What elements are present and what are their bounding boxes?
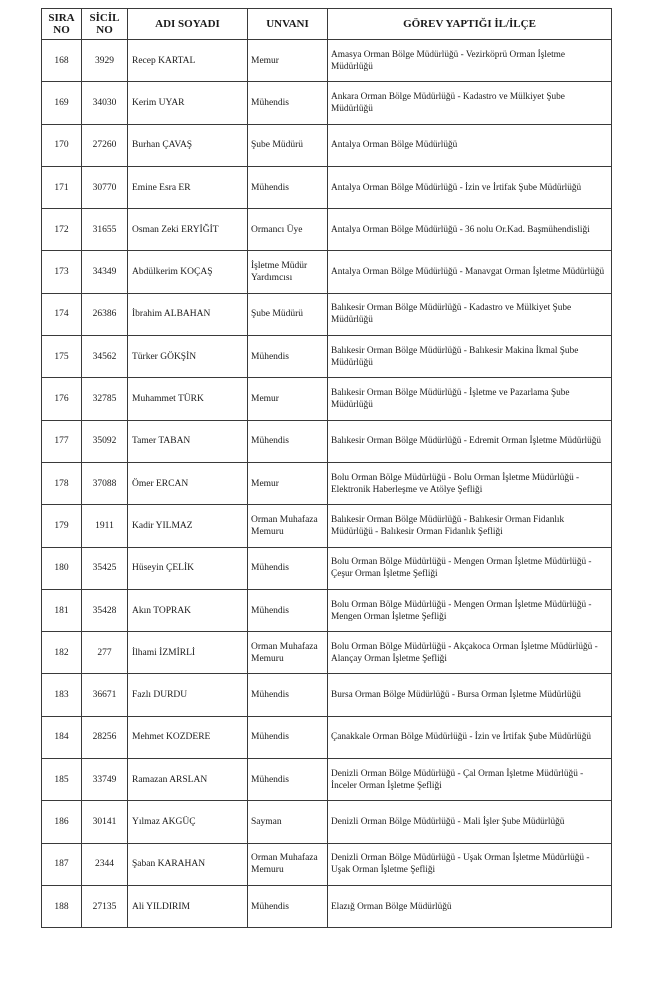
table-row (42, 843, 612, 885)
row-sicil-no: 1911 (82, 505, 128, 547)
header-sira-no (42, 9, 82, 40)
row-sira-no: 168 (42, 40, 82, 82)
row-sira-no: 186 (42, 801, 82, 843)
table-row (42, 505, 612, 547)
table-row (42, 336, 612, 378)
row-sicil-no: 30770 (82, 166, 128, 208)
row-full-name: Fazlı DURDU (128, 674, 248, 716)
row-sira-no: 180 (42, 547, 82, 589)
table-header-row (42, 9, 612, 40)
row-sira-no: 173 (42, 251, 82, 293)
row-title: Memur (248, 462, 328, 504)
row-sira-no: 179 (42, 505, 82, 547)
row-full-name: İbrahim ALBAHAN (128, 293, 248, 335)
personnel-table (41, 8, 612, 928)
row-duty-location: Çanakkale Orman Bölge Müdürlüğü - İzin ve İrtifak Şube Müdürlüğü (328, 716, 612, 758)
table-row (42, 462, 612, 504)
row-full-name: Osman Zeki ERYİĞİT (128, 209, 248, 251)
table-row (42, 251, 612, 293)
row-full-name: Recep KARTAL (128, 40, 248, 82)
row-sicil-no: 277 (82, 632, 128, 674)
header-sicil-no (82, 9, 128, 40)
table-row (42, 716, 612, 758)
row-duty-location: Bolu Orman Bölge Müdürlüğü - Bolu Orman İşletme Müdürlüğü - Elektronik Haberleşme ve Atölye Şefliği (328, 462, 612, 504)
row-title: Mühendis (248, 759, 328, 801)
row-sira-no: 170 (42, 124, 82, 166)
table-body (42, 40, 612, 928)
row-sicil-no: 31655 (82, 209, 128, 251)
row-full-name: Hüseyin ÇELİK (128, 547, 248, 589)
row-sicil-no: 32785 (82, 378, 128, 420)
row-sicil-no: 35428 (82, 589, 128, 631)
row-sira-no: 185 (42, 759, 82, 801)
row-sicil-no: 36671 (82, 674, 128, 716)
row-full-name: Ali YILDIRIM (128, 885, 248, 927)
row-title: Orman Muhafaza Memuru (248, 632, 328, 674)
row-full-name: Kadir YILMAZ (128, 505, 248, 547)
row-duty-location: Bolu Orman Bölge Müdürlüğü - Mengen Orman İşletme Müdürlüğü - Mengen Orman İşletme Şefliği (328, 589, 612, 631)
row-sira-no: 169 (42, 82, 82, 124)
row-sicil-no: 34562 (82, 336, 128, 378)
table-row (42, 547, 612, 589)
table-row (42, 378, 612, 420)
row-duty-location: Balıkesir Orman Bölge Müdürlüğü - İşletme ve Pazarlama Şube Müdürlüğü (328, 378, 612, 420)
row-title: Mühendis (248, 82, 328, 124)
row-full-name: Abdülkerim KOÇAŞ (128, 251, 248, 293)
row-sira-no: 187 (42, 843, 82, 885)
row-duty-location: Amasya Orman Bölge Müdürlüğü - Vezirköprü Orman İşletme Müdürlüğü (328, 40, 612, 82)
row-sira-no: 174 (42, 293, 82, 335)
table-row (42, 209, 612, 251)
row-duty-location: Antalya Orman Bölge Müdürlüğü - Manavgat Orman İşletme Müdürlüğü (328, 251, 612, 293)
row-title: Mühendis (248, 420, 328, 462)
row-title: Mühendis (248, 166, 328, 208)
row-title: Mühendis (248, 547, 328, 589)
row-title: Mühendis (248, 589, 328, 631)
row-duty-location: Antalya Orman Bölge Müdürlüğü (328, 124, 612, 166)
table-row (42, 801, 612, 843)
row-title: Sayman (248, 801, 328, 843)
row-sira-no: 181 (42, 589, 82, 631)
row-full-name: Ramazan ARSLAN (128, 759, 248, 801)
row-sicil-no: 2344 (82, 843, 128, 885)
row-title: Mühendis (248, 885, 328, 927)
row-duty-location: Bursa Orman Bölge Müdürlüğü - Bursa Orman İşletme Müdürlüğü (328, 674, 612, 716)
row-sicil-no: 28256 (82, 716, 128, 758)
row-sira-no: 177 (42, 420, 82, 462)
row-full-name: Yılmaz AKGÜÇ (128, 801, 248, 843)
row-sira-no: 182 (42, 632, 82, 674)
row-title: İşletme Müdür Yardımcısı (248, 251, 328, 293)
row-duty-location: Bolu Orman Bölge Müdürlüğü - Akçakoca Orman İşletme Müdürlüğü - Alançay Orman İşletme Şefliği (328, 632, 612, 674)
row-duty-location: Ankara Orman Bölge Müdürlüğü - Kadastro ve Mülkiyet Şube Müdürlüğü (328, 82, 612, 124)
row-sicil-no: 34030 (82, 82, 128, 124)
row-full-name: Mehmet KOZDERE (128, 716, 248, 758)
row-sira-no: 188 (42, 885, 82, 927)
row-sira-no: 183 (42, 674, 82, 716)
row-sicil-no: 35425 (82, 547, 128, 589)
row-sicil-no: 35092 (82, 420, 128, 462)
row-duty-location: Balıkesir Orman Bölge Müdürlüğü - Edremit Orman İşletme Müdürlüğü (328, 420, 612, 462)
header-name: ADI SOYADI (128, 9, 248, 40)
row-title: Orman Muhafaza Memuru (248, 505, 328, 547)
row-duty-location: Antalya Orman Bölge Müdürlüğü - İzin ve İrtifak Şube Müdürlüğü (328, 166, 612, 208)
table-row (42, 166, 612, 208)
table-row (42, 759, 612, 801)
row-title: Mühendis (248, 716, 328, 758)
row-duty-location: Denizli Orman Bölge Müdürlüğü - Mali İşler Şube Müdürlüğü (328, 801, 612, 843)
row-full-name: Akın TOPRAK (128, 589, 248, 631)
header-sira-no-line2: NO (53, 24, 70, 36)
row-sira-no: 184 (42, 716, 82, 758)
table-row (42, 885, 612, 927)
row-full-name: İlhami İZMİRLİ (128, 632, 248, 674)
header-duty-location: GÖREV YAPTIĞI İL/İLÇE (328, 9, 612, 40)
row-full-name: Burhan ÇAVAŞ (128, 124, 248, 166)
row-title: Ormancı Üye (248, 209, 328, 251)
row-duty-location: Balıkesir Orman Bölge Müdürlüğü - Kadastro ve Mülkiyet Şube Müdürlüğü (328, 293, 612, 335)
row-full-name: Tamer TABAN (128, 420, 248, 462)
row-title: Şube Müdürü (248, 124, 328, 166)
row-duty-location: Denizli Orman Bölge Müdürlüğü - Çal Orman İşletme Müdürlüğü - İnceler Orman İşletme Şefliği (328, 759, 612, 801)
row-sicil-no: 26386 (82, 293, 128, 335)
table-row (42, 293, 612, 335)
row-sicil-no: 33749 (82, 759, 128, 801)
row-title: Şube Müdürü (248, 293, 328, 335)
row-sira-no: 178 (42, 462, 82, 504)
row-full-name: Emine Esra ER (128, 166, 248, 208)
table-row (42, 589, 612, 631)
row-duty-location: Elazığ Orman Bölge Müdürlüğü (328, 885, 612, 927)
row-sira-no: 175 (42, 336, 82, 378)
row-sicil-no: 27135 (82, 885, 128, 927)
row-sicil-no: 30141 (82, 801, 128, 843)
row-duty-location: Antalya Orman Bölge Müdürlüğü - 36 nolu Or.Kad. Başmühendisliği (328, 209, 612, 251)
row-sira-no: 172 (42, 209, 82, 251)
row-sicil-no: 27260 (82, 124, 128, 166)
table-row (42, 124, 612, 166)
row-title: Orman Muhafaza Memuru (248, 843, 328, 885)
row-sicil-no: 37088 (82, 462, 128, 504)
row-sicil-no: 34349 (82, 251, 128, 293)
row-duty-location: Bolu Orman Bölge Müdürlüğü - Mengen Orman İşletme Müdürlüğü - Çeşur Orman İşletme Şefliği (328, 547, 612, 589)
row-title: Mühendis (248, 336, 328, 378)
row-duty-location: Denizli Orman Bölge Müdürlüğü - Uşak Orman İşletme Müdürlüğü - Uşak Orman İşletme Şefliği (328, 843, 612, 885)
personnel-list-document (41, 8, 611, 928)
row-full-name: Şaban KARAHAN (128, 843, 248, 885)
row-sicil-no: 3929 (82, 40, 128, 82)
row-full-name: Türker GÖKŞİN (128, 336, 248, 378)
header-sira-no-line1: SIRA (48, 12, 75, 24)
table-row (42, 632, 612, 674)
header-sicil-no-line1: SİCİL (89, 12, 120, 24)
row-title: Memur (248, 40, 328, 82)
row-title: Mühendis (248, 674, 328, 716)
row-duty-location: Balıkesir Orman Bölge Müdürlüğü - Balıkesir Orman Fidanlık Müdürlüğü - Balıkesir Orman Fidanlık Şefliği (328, 505, 612, 547)
header-sicil-no-line2: NO (96, 24, 113, 36)
row-full-name: Ömer ERCAN (128, 462, 248, 504)
row-duty-location: Balıkesir Orman Bölge Müdürlüğü - Balıkesir Makina İkmal Şube Müdürlüğü (328, 336, 612, 378)
table-row (42, 420, 612, 462)
row-full-name: Kerim UYAR (128, 82, 248, 124)
table-row (42, 40, 612, 82)
table-row (42, 674, 612, 716)
row-sira-no: 171 (42, 166, 82, 208)
table-row (42, 82, 612, 124)
row-full-name: Muhammet TÜRK (128, 378, 248, 420)
row-sira-no: 176 (42, 378, 82, 420)
row-title: Memur (248, 378, 328, 420)
header-title: UNVANI (248, 9, 328, 40)
